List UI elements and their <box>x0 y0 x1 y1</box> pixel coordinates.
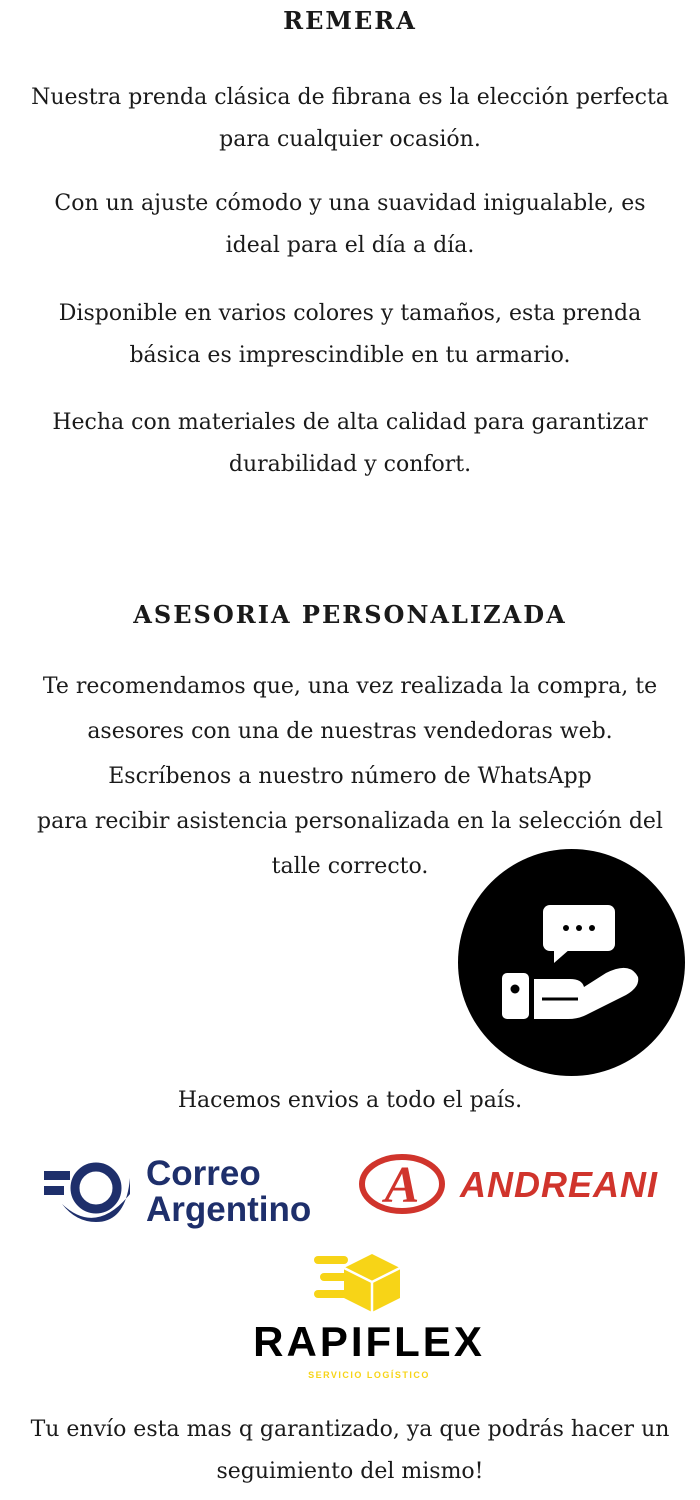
shipping-intro: Hacemos envios a todo el país. <box>177 1088 523 1113</box>
product-paragraph-1: Nuestra prenda clásica de fibrana es la elección perfecta para cualquier ocasión. <box>31 85 669 152</box>
rapiflex-logo <box>224 1250 514 1386</box>
correo-argentino-logo <box>42 1154 332 1238</box>
product-paragraph-4: Hecha con materiales de alta calidad para garantizar durabilidad y confort. <box>52 410 648 477</box>
product-paragraph-3: Disponible en varios colores y tamaños, esta prenda básica es imprescindible en tu armario. <box>58 301 642 368</box>
advisory-text: Te recomendamos que, una vez realizada la compra, te asesores con una de nuestras vendedoras web. Escríbenos a nuestro número de WhatsApp para recibir asistencia personalizada en la selección del talle correcto. <box>37 674 663 879</box>
product-title: REMERA <box>283 6 417 35</box>
rapiflex-wordmark: RAPIFLEX <box>253 1318 485 1365</box>
correo-argentino-wordmark: Correo Argentino <box>146 1154 312 1229</box>
product-paragraph-2: Con un ajuste cómodo y una suavidad inigualable, es ideal para el día a día. <box>54 191 646 258</box>
svg-text:A: A <box>384 1157 420 1214</box>
chat-support-hand-icon <box>458 849 685 1076</box>
box-speed-icon <box>310 1250 410 1316</box>
correo-argentino-mark <box>42 1154 142 1238</box>
andreani-mark <box>358 1152 448 1216</box>
andreani-logo <box>358 1152 694 1216</box>
rapiflex-tagline: SERVICIO LOGÍSTICO <box>308 1370 430 1380</box>
andreani-wordmark: ANDREANI <box>460 1164 659 1205</box>
shipping-footer: Tu envío esta mas q garantizado, ya que podrás hacer un seguimiento del mismo! <box>30 1417 670 1484</box>
advisory-title: ASESORIA PERSONALIZADA <box>133 600 567 629</box>
